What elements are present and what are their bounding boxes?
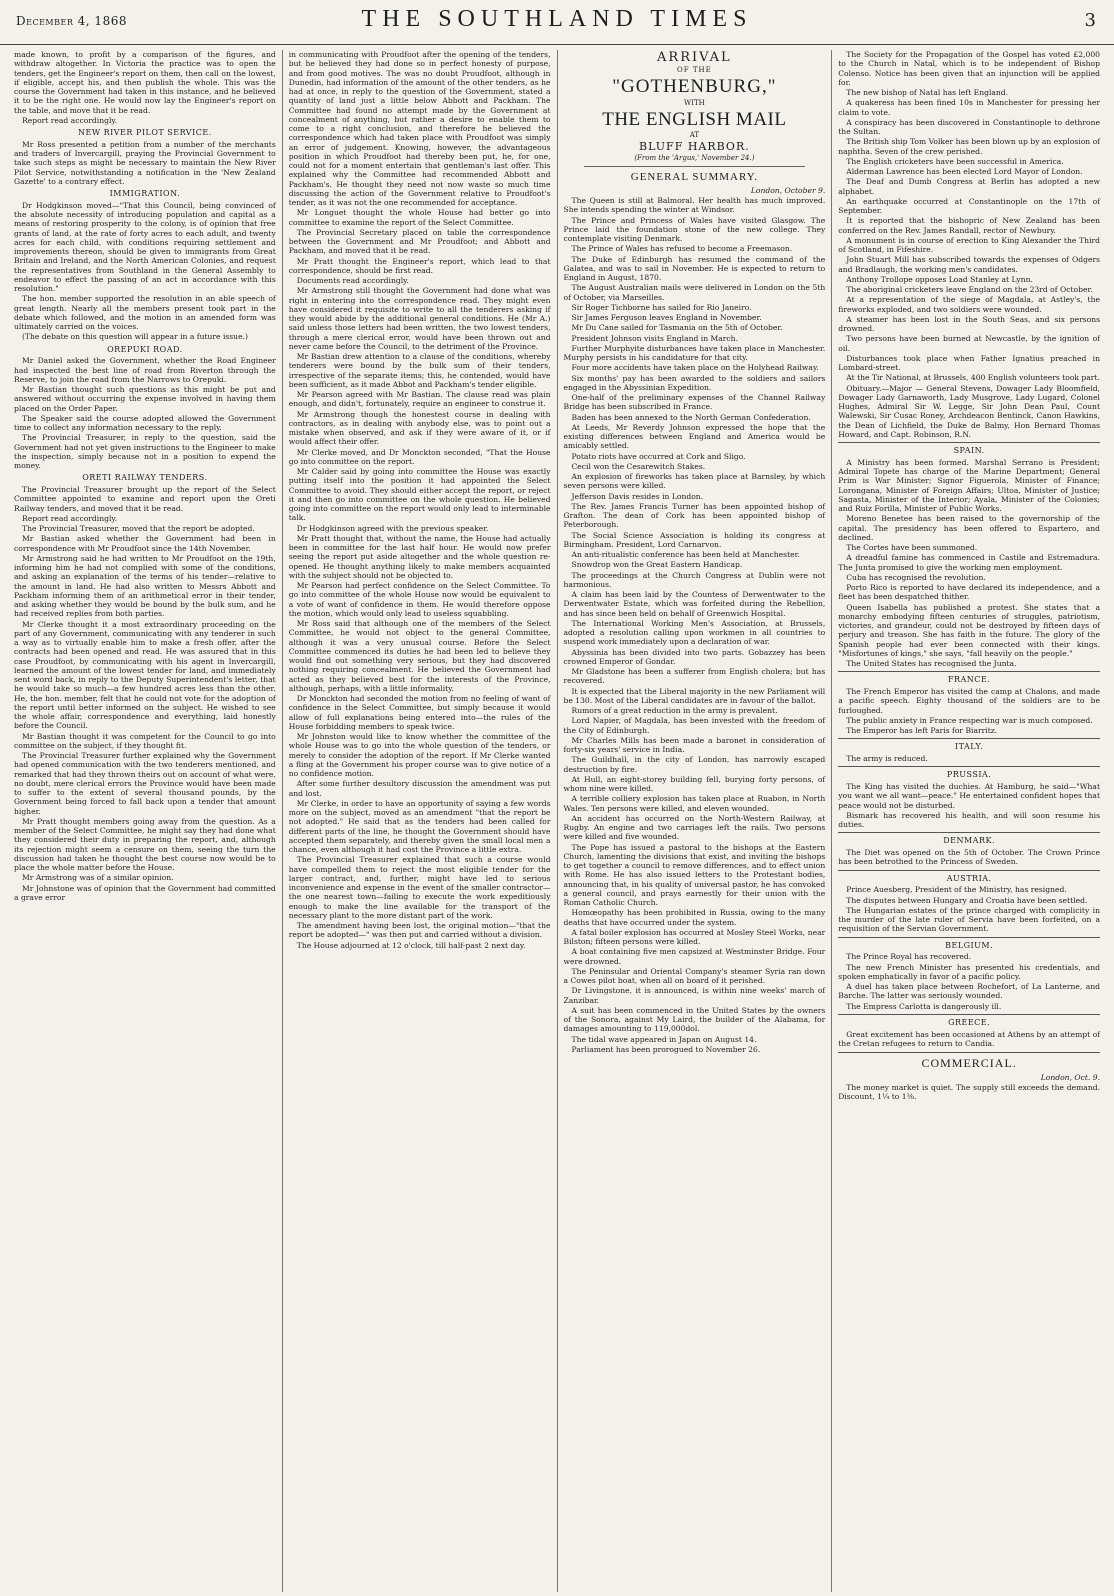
paragraph: The Diet was opened on the 5th of October. The Crown Prince has been betrothed to the Princess of Sweden. xyxy=(838,848,1100,867)
paragraph: A conspiracy has been discovered in Constantinople to dethrone the Sultan. xyxy=(838,117,1100,136)
paragraph: The Prince and Princess of Wales have visited Glasgow. The Prince laid the foundation stone of the new college. They contemplate visiting Denmark. xyxy=(563,215,826,244)
paragraph: The Society for the Propagation of the Gospel has voted £2,000 to the Church in Natal, which is to be independent of Bishop Colenso. Notice has been given that an injunction will be applied for. xyxy=(838,50,1100,87)
paragraph: Disturbances took place when Father Ignatius preached in Lombard-street. xyxy=(838,353,1100,372)
paragraph: A terrible colliery explosion has taken place at Ruabon, in North Wales. Ten persons were killed, and eleven wounded. xyxy=(563,794,826,813)
paragraph: Mr Johnstone was of opinion that the Government had committed a grave error xyxy=(14,883,276,902)
paragraph: The House adjourned at 12 o'clock, till half-past 2 next day. xyxy=(296,940,526,950)
paragraph: The Deaf and Dumb Congress at Berlin has adopted a new alphabet. xyxy=(838,177,1100,196)
paragraph: Abyssinia has been divided into two parts. Gobazzey has been crowned Emperor of Gondar. xyxy=(563,647,826,666)
paragraph: Mr Charles Mills has been made a baronet in consideration of forty-six years' service in India. xyxy=(563,735,826,755)
paragraph: Moreno Benetee has been raised to the governorship of the capital. The presidency has been offered to Espartero, and declined. xyxy=(838,514,1100,542)
paragraph: A claim has been laid by the Countess of Derwentwater to the Derwentwater Estate, which was forfeited during the Rebellion, and has since been held on behalf of Greenwich Hospital. xyxy=(563,590,826,618)
paragraph: Prince Auesberg, President of the Ministry, has resigned. xyxy=(846,885,1067,895)
paragraph: A suit has been commenced in the United States by the owners of the Sonora, against My Laird, the builder of the Alabama, for damages amounting to 119,000dol. xyxy=(563,1005,826,1034)
paragraph: Mr Armstrong still thought the Government had done what was right in entering into the correspondence read. They might even have considered it requisite to write to all the tenderers asking if they would abide by the additional general conditions. He (Mr A.) said unless those letters had been written, the two lowest tenders, through a mere clerical error, would have been thrown out and never came before the Council, to the detriment of the Province. xyxy=(288,286,551,351)
paragraph: The Cortes have been summoned. xyxy=(846,543,978,552)
paragraph: The army is reduced. xyxy=(846,754,928,763)
paragraph: The new French Minister has presented his credentials, and spoken emphatically in favor of a pacific policy. xyxy=(838,962,1100,981)
issue-date: December 4, 1868 xyxy=(16,14,127,28)
paragraph: Mr Armstrong though the honestest course in dealing with contractors, as in dealing with anybody else, was to point out a mistake when observed, and ask if they were aware of it, or if would affect their offer. xyxy=(288,409,551,447)
paragraph: Mr Pratt thought the Engineer's report, which lead to that correspondence, should be first read. xyxy=(288,256,551,275)
paragraph: A duel has taken place between Rochefort, of La Lanterne, and Barche. The latter was seriously wounded. xyxy=(838,982,1100,1001)
paragraph: (The debate on this question will appear in a future issue.) xyxy=(22,332,248,342)
section-heading: FRANCE. xyxy=(838,671,1100,685)
paragraph: The Duke of Edinburgh has resumed the command of the Galatea, and was to sail in November. He is expected to return to England in August, 1870. xyxy=(563,254,826,283)
paragraph: Mr Bastian drew attention to a clause of the conditions, whereby tenderers were bound by the bulk sum of their tenders, irrespective of the separate items; this, he contended, would have been sufficient, as it made Abbot and Packham's tender eligible. xyxy=(288,352,551,389)
paragraph: President Johnson visits England in March. xyxy=(571,333,738,343)
mail-arrival-banner xyxy=(564,50,826,163)
paragraph: The Rev. James Francis Turner has been appointed bishop of Grafton. The dean of Cork has been appointed bishop of Peterborough. xyxy=(563,501,826,530)
paragraph: Mr Pratt thought that, without the name, the House had actually been in committee for the last half hour. He would now prefer seeing the report put aside altogether and the whole question re-opened. He thought anything likely to make members acquainted with the subject should not be objected to. xyxy=(288,533,551,580)
paragraph: The Pope has issued a pastoral to the bishops at the Eastern Church, lamenting the divisions that exist, and inviting the bishops to get together a council to remove differences, and to effect union with Rome. He has also issued letters to the Protestant bodies, announcing that, in his quality of universal pastor, he has convoked a general council, and prays earnestly for their union with the Roman Catholic Church. xyxy=(563,842,826,908)
paragraph: Mr Clerke, in order to have an opportunity of saying a few words more on the subject, moved as an amendment "that the report be not adopted." He said that as the tenders had been called for different parts of the line, he thought the Government should have accepted them separately, and thereby given the small local men a chance, even although it had cost the Province a little extra. xyxy=(288,798,551,854)
paragraph: The Prince Royal has recovered. xyxy=(846,952,972,962)
paragraph: The United States has recognised the Junta. xyxy=(846,659,1017,668)
paragraph: The Provincial Treasurer, moved that the report be adopted. xyxy=(22,524,255,533)
paragraph: Mr Johnston would like to know whether the committee of the whole House was to go into the whole question of the tenders, or merely to consider the adoption of the report. If Mr Clerke wanted a fling at the Government his proper course was to give notice of a no confidence motion. xyxy=(288,732,551,778)
paragraph: After some further desultory discussion the amendment was put and lost. xyxy=(288,779,551,798)
paragraph: Parliament has been prorogued to November 26. xyxy=(571,1044,761,1054)
paragraph: Mr Ross presented a petition from a number of the merchants and traders of Invercargill, praying the Provincial Government to take such steps as might be necessary to maintain the New River Pilot Service, notwithstanding a notification in the 'New Zealand Gazette' to a contrary effect. xyxy=(14,139,276,186)
banner-line: WITH xyxy=(684,98,705,107)
paragraph: At Leeds, Mr Reverdy Johnson expressed the hope that the existing differences between England and America would be amicably settled. xyxy=(563,422,826,451)
paragraph: The Provincial Secretary placed on table the correspondence between the Government and Mr Proudfoot; and Abbott and Packham, and moved that it be read. xyxy=(288,227,551,256)
paragraph: At a representation of the siege of Magdala, at Astley's, the fireworks exploded, and two soldiers were wounded. xyxy=(838,295,1100,314)
paragraph: Mr Pearson agreed with Mr Bastian. The clause read was plain enough, and didn't, fortunately, require an engineer to construe it. xyxy=(288,390,551,409)
paragraph: John Stuart Mill has subscribed towards the expenses of Odgers and Bradlaugh, the working men's candidates. xyxy=(838,255,1100,274)
paragraph: The Hungarian estates of the prince charged with complicity in the murder of the late ruler of Servia have been forfeited, on a requisition of the Servian Government. xyxy=(838,905,1100,934)
section-heading: DENMARK. xyxy=(838,832,1100,846)
paragraph: An explosion of fireworks has taken place at Barnsley, by which seven persons were killed. xyxy=(563,472,826,491)
paragraph: The public anxiety in France respecting war is much composed. xyxy=(846,715,1093,725)
paragraph: Cecil won the Cesarewitch Stakes. xyxy=(571,461,706,471)
paragraph: One-half of the preliminary expenses of the Channel Railway Bridge has been subscribed in France. xyxy=(563,393,826,412)
paragraph: Further Murphyite disturbances have taken place in Manchester. Murphy persists in his candidature for that city. xyxy=(563,343,826,363)
paragraph: Mr Longuet thought the whole House had better go into committee to examine the report of the Select Committee. xyxy=(288,208,551,227)
paragraph: The hon. member supported the resolution in an able speech of great length. Nearly all the members present took part in the debate which followed, and the motion in an amended form was ultimately carried on the voices. xyxy=(14,294,276,331)
section-heading: SPAIN. xyxy=(838,442,1100,456)
paragraph: Mr Bastian thought such questions as this might be put and answered without occurring the expense involved in having them placed on the Order Paper. xyxy=(14,385,276,413)
paragraph: Mr Clerke thought it a most extraordinary proceeding on the part of any Government, communicating with any tenderer in such a way as to virtually enable him to make a fresh offer, after the contracts had been opened and read. He was assured that in this case Proudfoot, by communicating with his agent in Invercargill, learned the amount of the lowest tender for land, and immediately sent word back, in reply to the Deputy Superintendent's letter, that he would take so much—a few hundred acres less than the other. He, the hon. member, felt that he could not vote for the adoption of the report until better informed on the subject. He wished to see the whole affair, correspondence and everything, laid honestly before the Council. xyxy=(14,619,276,731)
paragraph: A quakeress has been fined 10s in Manchester for pressing her claim to vote. xyxy=(838,98,1100,117)
paragraph: The amendment having been lost, the original motion—"that the report be adopted—" was then put and carried without a division. xyxy=(288,921,551,940)
paragraph: A fatal boiler explosion has occurred at Mosley Steel Works, near Bilston; fifteen persons were killed. xyxy=(563,927,826,947)
paragraph: Dr Hodgkinson moved—"That this Council, being convinced of the absolute necessity of introducing population and capital as a means of restoring prosperity to the colony, is of opinion that free grants of land, at the rate of forty acres to each adult, and twenty acres for each child, with conditions requiring settlement and improvements thereon, should be given to immigrants from Great Britain and Ireland, and the North American Colonies, and request the representatives from Southland in the General Assembly to endeavor to effect the passing of an act in accordance with this resolution." xyxy=(14,200,276,293)
paragraph: Dr Hodgkinson agreed with the previous speaker. xyxy=(296,523,489,533)
paragraph: The Social Science Association is holding its congress at Birmingham. President, Lord Carnarvon. xyxy=(563,530,826,549)
paragraph: Cuba has recognised the revolution. xyxy=(846,572,986,582)
paragraph: Homœopathy has been prohibited in Russia, owing to the many deaths that have occurred under the system. xyxy=(563,908,826,927)
paragraph: A dreadful famine has commenced in Castile and Estremadura. The Junta promised to give the working men employment. xyxy=(838,553,1100,572)
paragraph: The tidal wave appeared in Japan on August 14. xyxy=(571,1034,757,1044)
paragraph: A Ministry has been formed. Marshal Serrano is President; Admiral Topete has charge of the Marine Department; General Prim is War Minister; Signor Figuerola, Minister of Finance; Lorongana, Minister of Foreign Affairs; Ultoa, Minister of Justice; Sagasta, Minister of the Interior; Ayala, Minister of the Colonies; and Ruiz Forilla, Minister of Public Works. xyxy=(838,457,1100,513)
column-2 xyxy=(283,50,558,1592)
paragraph: in communicating with Proudfoot after the opening of the tenders, but he believed they had done so in perfect honesty of purpose, and from good motives. The was no doubt Proudfoot, although in Dunedin, had information of the amount of the other tenders, as he had at once, in reply to the question of the Government, stated a quantity of land just a little below Abbott and Packham. The Committee had found no attempt made by the Government at concealment of anything, but rather a desire to enable them to come to a right conclusion, and therefore he believed the correspondence which had taken place with Proudfoot was simply an error of judgement. Knowing, however, the advantageous position in which Proudfoot had thereby been put, he, for one, could not for a moment entertain that gentleman's last offer. This explained why the Committee had recommended Abbott and Packham's. He thought they need not now waste so much time discussing the action of the Government relative to Proudfoot's tender, as it was not the one recommended for acceptance. xyxy=(288,50,551,207)
section-heading: GENERAL SUMMARY. xyxy=(630,170,758,183)
paragraph: The English cricketers have been successful in America. xyxy=(846,156,1064,166)
paragraph: The International Working Men's Association, at Brussels, adopted a resolution calling upon workmen in all countries to suspend work immediately upon a declaration of war. xyxy=(563,618,826,647)
column-4 xyxy=(832,50,1106,1592)
paragraph: An accident has occurred on the North-Western Railway, at Rugby. An engine and two carriages left the rails. Two persons were killed and five wounded. xyxy=(563,813,826,842)
newspaper-title: THE SOUTHLAND TIMES xyxy=(361,6,753,32)
paragraph: A monument is in course of erection to King Alexander the Third of Scotland, in Fifeshire. xyxy=(838,235,1100,254)
paragraph: The Provincial Treasurer, in reply to the question, said the Government had not yet given instructions to the Engineer to make the inspection, simply because not in a position to expend the money. xyxy=(14,433,276,470)
paragraph: Documents read accordingly. xyxy=(296,276,409,285)
paragraph: Mr Pratt thought members going away from the question. As a member of the Select Committee, he might say they had done what they considered their duty in preparing the report, and, although its rejection might seem a censure on them, seeing the turn the discussion had taken he thought the best course now would be to place the whole matter before the House. xyxy=(14,816,276,872)
paragraph: An anti-ritualistic conference has been held at Manchester. xyxy=(571,550,800,560)
dateline: London, October 9. xyxy=(750,185,826,195)
paragraph: The disputes between Hungary and Croatia have been settled. xyxy=(846,895,1088,905)
paragraph: It is reported that the bishopric of New Zealand has been conferred on the Rev. James Randall, rector of Newbury. xyxy=(838,216,1100,235)
paragraph: The Empress Carlotta is dangerously ill. xyxy=(846,1001,1002,1011)
section-heading: IMMIGRATION. xyxy=(109,189,181,198)
paragraph: Mr Gladstone has been a sufferer from English cholera; but has recovered. xyxy=(563,667,826,686)
paragraph: Mr Bastian asked whether the Government had been in correspondence with Mr Proudfoot since the 14th November. xyxy=(14,534,276,553)
paragraph: At Hull, an eight-storey building fell, burying forty persons, of whom nine were killed. xyxy=(563,774,826,794)
section-heading: OREPUKI ROAD. xyxy=(107,344,183,354)
banner-line: BLUFF HARBOR. xyxy=(639,140,750,153)
paragraph: The aboriginal cricketers leave England on the 23rd of October. xyxy=(846,285,1093,294)
paragraph: A boat containing five men capsized at Westminster Bridge. Four were drowned. xyxy=(563,947,826,966)
section-heading: NEW RIVER PILOT SERVICE. xyxy=(77,128,212,137)
paragraph: Sir Roger Tichborne has sailed for Rio Janeiro. xyxy=(571,302,752,312)
paragraph: A steamer has been lost in the South Seas, and six persons drowned. xyxy=(838,314,1100,333)
paragraph: The King has visited the duchies. At Hamburg, he said—"What you want we all want—peace." He entertained confident hopes that peace would not be disturbed. xyxy=(838,782,1100,810)
paragraph: Report read accordingly. xyxy=(22,513,118,523)
column-3 xyxy=(558,50,833,1592)
paragraph: Mr Calder said by going into committee the House was exactly putting itself into the position it had appointed the Select Committee to avoid. They should either accept the report, or reject it and then go into committee on the whole question. He believed going into committee on the report would only lead to interminable talk. xyxy=(288,467,551,523)
paragraph: Sir James Ferguson leaves England in November. xyxy=(571,313,762,323)
section-heading: BELGIUM. xyxy=(838,937,1100,951)
paragraph: The Guildhall, in the city of London, has narrowly escaped destruction by fire. xyxy=(563,755,826,774)
dateline: London, Oct. 9. xyxy=(1040,1072,1100,1082)
paragraph: The August Australian mails were delivered in London on the 5th of October, via Marseilles. xyxy=(563,283,826,302)
banner-line: AT xyxy=(689,131,700,140)
page-number: 3 xyxy=(1084,10,1096,31)
paragraph: The Provincial Treasurer further explained why the Government had opened communication with the two tenderers mentioned, and remarked that had they thrown theirs out on account of what were, no doubt, mere clerical errors the Province would have been made to suffer to the extent of several thousand pounds, by the Government being forced to fall back upon a tender that amount higher. xyxy=(14,751,276,816)
columns xyxy=(8,50,1106,1592)
paragraph: Mr Pearson had perfect confidence on the Select Committee. To go into committee of the whole House now would be equivalent to a vote of want of confidence in them. He would therefore oppose the motion, which would only lead to useless squabbling. xyxy=(288,581,551,618)
paragraph: Mr Clerke moved, and Dr Monckton seconded, "That the House go into committee on the report. xyxy=(288,447,551,466)
column-1 xyxy=(8,50,283,1592)
paragraph: Lord Napier, of Magdala, has been invested with the freedom of the City of Edinburgh. xyxy=(563,716,826,735)
paragraph: The money market is quiet. The supply still exceeds the demand. Discount, 1¼ to 1⅜. xyxy=(838,1082,1100,1102)
banner-line: ARRIVAL xyxy=(657,50,732,65)
paragraph: Baden has been annexed to the North German Confederation. xyxy=(571,412,811,422)
paragraph: Snowdrop won the Great Eastern Handicap. xyxy=(571,560,743,570)
section-heading: AUSTRIA. xyxy=(838,870,1100,884)
paragraph: The Peninsular and Oriental Company's steamer Syria ran down a Cowes pilot boat, when all on board of it perished. xyxy=(563,966,826,986)
paragraph: Potato riots have occurred at Cork and Sligo. xyxy=(571,451,746,461)
paragraph: The proceedings at the Church Congress at Dublin were not harmonious. xyxy=(563,570,826,589)
paragraph: Dr Livingstone, it is announced, is within nine weeks' march of Zanzibar. xyxy=(563,986,826,1005)
section-heading: ORETI RAILWAY TENDERS. xyxy=(82,473,208,483)
banner-line: OF THE xyxy=(677,66,712,75)
divider xyxy=(584,166,806,167)
banner-line: "GOTHENBURG," xyxy=(612,76,777,97)
paragraph: Report read accordingly. xyxy=(22,115,118,125)
masthead xyxy=(0,0,1114,45)
paragraph: Obituary.—Major — General Stevens, Dowager Lady Bloomfield, Dowager Lady Garnaworth, Lady Musgrove, Lady Lugard, Colonel Hughes, Admiral Sir W. Legge, Sir John Dean Paul, Count Walewski, Sir Cusac Roney, Archdeacon Bentinck, Canon Hawkins, the Dean of Lichfield, the Duke de Balmy, Hon Bernard Thomas Howard, and Capt. Robinson, R.N. xyxy=(838,383,1100,439)
paragraph: Alderman Lawrence has been elected Lord Mayor of London. xyxy=(846,167,1083,176)
paragraph: Porto Rico is reported to have declared its independence, and a fleet has been despatched thither. xyxy=(838,583,1100,602)
paragraph: The Prince of Wales has refused to become a Freemason. xyxy=(571,244,793,254)
section-heading: PRUSSIA. xyxy=(838,766,1100,780)
paragraph: It is expected that the Liberal majority in the new Parliament will be 130. Most of the Liberal candidates are in favour of the ballot. xyxy=(563,686,826,705)
paragraph: An earthquake occurred at Constantinople on the 17th of September. xyxy=(838,196,1100,215)
paragraph: Rumors of a great reduction in the army is prevalent. xyxy=(571,706,778,716)
paragraph: The new bishop of Natal has left England. xyxy=(846,88,1009,97)
paragraph: Mr Ross said that although one of the members of the Select Committee, he would not object to the general Committee, although it was a very unusual course. Before the Select Committee commenced its duties he had been led to believe they would find out something very serious, but they had discovered nothing requiring concealment. He believed the Government had acted as they believed best for the interests of the Province, although, perhaps, with a little informality. xyxy=(288,619,551,693)
section-heading: COMMERCIAL. xyxy=(838,1052,1100,1071)
paragraph: At the Tir National, at Brussels, 400 English volunteers took part. xyxy=(846,373,1100,383)
paragraph: Four more accidents have taken place on the Holyhead Railway. xyxy=(571,363,819,373)
section-heading: GREECE. xyxy=(838,1014,1100,1028)
paragraph: Anthony Trollope opposes Load Stanley at Lynn. xyxy=(846,274,1033,284)
paragraph: Mr Bastian thought it was competent for the Council to go into committee on the subject, if they thought fit. xyxy=(14,731,276,750)
paragraph: The Provincial Treasurer brought up the report of the Select Committee appointed to examine and report upon the Oreti Railway tenders, and moved that it be read. xyxy=(14,485,276,513)
paragraph: Two persons have been burned at Newcastle, by the ignition of oil. xyxy=(838,334,1100,353)
paragraph: The Speaker said the course adopted allowed the Government time to collect any information necessary to the reply. xyxy=(14,413,276,432)
paragraph: The Emperor has left Paris for Biarritz. xyxy=(846,726,998,735)
section-heading: ITALY. xyxy=(838,738,1100,752)
paragraph: Bismark has recovered his health, and will soon resume his duties. xyxy=(838,810,1100,829)
paragraph: Mr Daniel asked the Government, whether the Road Engineer had inspected the best line of road from Riverton through the Reserve, to join the road from the Narrows to Orepuki. xyxy=(14,356,276,384)
paragraph: made known, to profit by a comparison of the figures, and withdraw altogether. In Victoria the practice was to open the tenders, get the Engineer's report on them, then call on the lowest, if eligible, accept his, and then publish the whole. This was the course the Government had taken in this instance, and he believed it to be the right one. He would now lay the Engineer's report on the table, and move that it be read. xyxy=(14,50,276,115)
banner-source: (From the 'Argus,' November 24.) xyxy=(634,153,755,162)
paragraph: The Queen is still at Balmoral. Her health has much improved. She intends spending the winter at Windsor. xyxy=(563,196,826,215)
paragraph: Six months' pay has been awarded to the soldiers and sailors engaged in the Abyssinian Expedition. xyxy=(563,373,826,392)
paragraph: The British ship Tom Volker has been blown up by an explosion of naphtha. Seven of the crew perished. xyxy=(838,137,1100,156)
paragraph: Great excitement has been occasioned at Athens by an attempt of the Cretan refugees to return to Candia. xyxy=(838,1029,1100,1048)
paragraph: Dr Monckton had seconded the motion from no feeling of want of confidence in the Select Committee, but simply because it would allow of full explanations being entered into—the rules of the House forbidding members to speak twice. xyxy=(288,694,551,731)
paragraph: Queen Isabella has published a protest. She states that a monarchy embodying fifteen centuries of struggles, patriotism, victories, and grandeur, could not be destroyed by fifteen days of perjury and treason. She has faith in the future. The glory of the Spanish people had ever been connected with their kings. "Misfortunes of kings," she says, "fall heavily on the people." xyxy=(838,602,1100,658)
paragraph: Jefferson Davis resides in London. xyxy=(571,491,704,501)
banner-line: THE ENGLISH MAIL xyxy=(602,108,787,130)
paragraph: Mr Armstrong was of a similar opinion. xyxy=(22,873,174,883)
paragraph: Mr Armstrong said he had written to Mr Proudfoot on the 19th, informing him he had not complied with some of the conditions, and asking an explanation of the terms of his tender—relative to the amount in land. He had also written to Messrs Abbott and Packham informing them of an arithmetical error in their tender, and asking whether they would be bound by the bulk sum, and he had received replies from both parties. xyxy=(14,553,276,619)
paragraph: The French Emperor has visited the camp at Chalons, and made a pacific speech. Eighty thousand of the soldiers are to be furloughed. xyxy=(838,687,1100,715)
paragraph: Mr Du Cane sailed for Tasmania on the 5th of October. xyxy=(571,323,783,333)
paragraph: The Provincial Treasurer explained that such a course would have compelled them to reject the most eligible tender for the larger contract, and, further, might have led to serious inconvenience and expense in the event of the smaller contractor—the one nearest town—failing to execute the work expeditiously enough to make the line available for the transport of the necessary plant to the more distant part of the work. xyxy=(288,855,551,920)
